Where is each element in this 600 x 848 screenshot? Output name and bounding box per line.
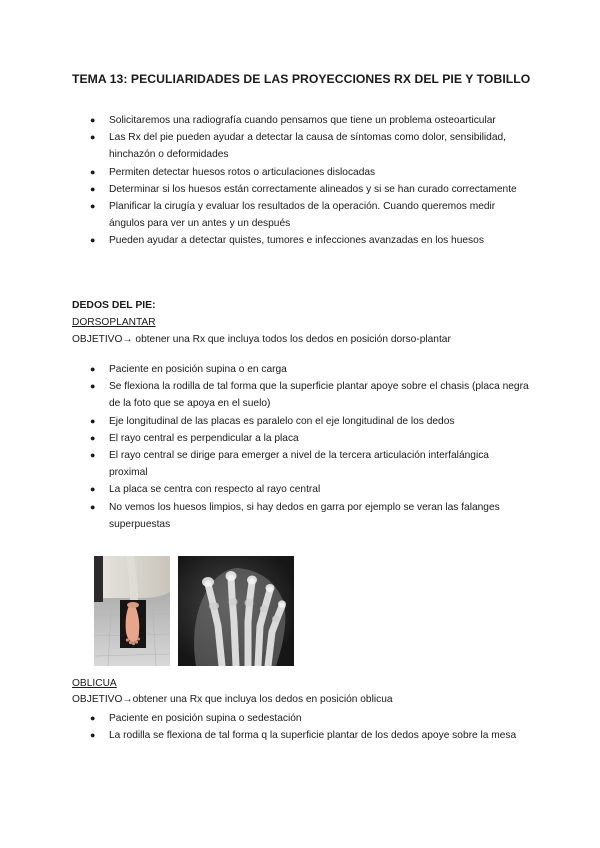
subheading-oblicua: OBLICUA — [72, 678, 117, 689]
bullet-icon: ● — [90, 381, 96, 392]
bullet-icon: ● — [90, 450, 96, 461]
dorsoplantar-bullet-list — [0, 361, 529, 533]
foot-xray-graphic — [178, 556, 294, 666]
patient-foot-photo — [94, 556, 170, 666]
list-item: ● Permiten detectar huesos rotos o articulaciones dislocadas — [0, 164, 529, 181]
bullet-icon: ● — [90, 432, 96, 443]
section-heading-dedos: DEDOS DEL PIE: — [72, 300, 156, 311]
list-item: ● Solicitaremos una radiografía cuando pensamos que tiene un problema osteoarticular — [0, 112, 529, 129]
bullet-icon: ● — [90, 364, 96, 374]
list-item: ● Eje longitudinal de las placas es paralelo con el eje longitudinal de los dedos — [0, 413, 529, 430]
list-item: ● La rodilla se flexiona de tal forma q la superficie plantar de los dedos apoye sobre la mesa — [0, 727, 529, 744]
bullet-icon: ● — [90, 166, 96, 177]
subheading-dorsoplantar: DORSOPLANTAR — [72, 317, 156, 328]
list-item: ● Paciente en posición supina o en carga — [0, 361, 529, 378]
bullet-icon: ● — [90, 201, 96, 212]
list-item: ● El rayo central se dirige para emerger a nivel de la tercera articulación interfalángica proximal — [0, 447, 529, 481]
list-item: ● Paciente en posición supina o sedestación — [0, 710, 529, 727]
patient-foot-photo-graphic — [94, 556, 170, 666]
objective-oblicua: OBJETIVO→obtener una Rx que incluya los dedos en posición oblicua — [72, 694, 393, 705]
bullet-icon: ● — [90, 484, 96, 495]
list-item: ● Las Rx del pie pueden ayudar a detectar la causa de síntomas como dolor, sensibilidad, hinchazón o deformidades — [0, 129, 529, 163]
list-item: ● Determinar si los huesos están correctamente alineados y si se han curado correctamente — [0, 181, 529, 198]
bullet-icon: ● — [90, 501, 96, 512]
list-item: ● No vemos los huesos limpios, si hay dedos en garra por ejemplo se veran las falanges superpuestas — [0, 499, 529, 533]
bullet-icon: ● — [90, 235, 96, 246]
list-item: ● Se flexiona la rodilla de tal forma que la superficie plantar apoye sobre el chasis (placa negra de la foto que se apoya en el suelo) — [0, 378, 529, 412]
bullet-icon: ● — [90, 730, 96, 741]
bullet-icon: ● — [90, 115, 96, 125]
oblicua-bullet-list — [0, 710, 529, 744]
list-item: ● El rayo central es perpendicular a la placa — [0, 430, 529, 447]
bullet-icon: ● — [90, 713, 96, 723]
intro-bullet-list — [0, 112, 529, 250]
bullet-icon: ● — [90, 183, 96, 194]
list-item: ● Planificar la cirugía y evaluar los resultados de la operación. Cuando queremos medir ángulos para ver un antes y un después — [0, 198, 529, 232]
objective-dorsoplantar: OBJETIVO→ obtener una Rx que incluya todos los dedos en posición dorso-plantar — [72, 334, 451, 345]
page-title: TEMA 13: PECULIARIDADES DE LAS PROYECCIONES RX DEL PIE Y TOBILLO — [72, 72, 531, 86]
list-item: ● Pueden ayudar a detectar quistes, tumores e infecciones avanzadas en los huesos — [0, 232, 529, 249]
foot-xray-image — [178, 556, 294, 666]
bullet-icon: ● — [90, 132, 96, 143]
bullet-icon: ● — [90, 415, 96, 426]
list-item: ● La placa se centra con respecto al rayo central — [0, 481, 529, 498]
